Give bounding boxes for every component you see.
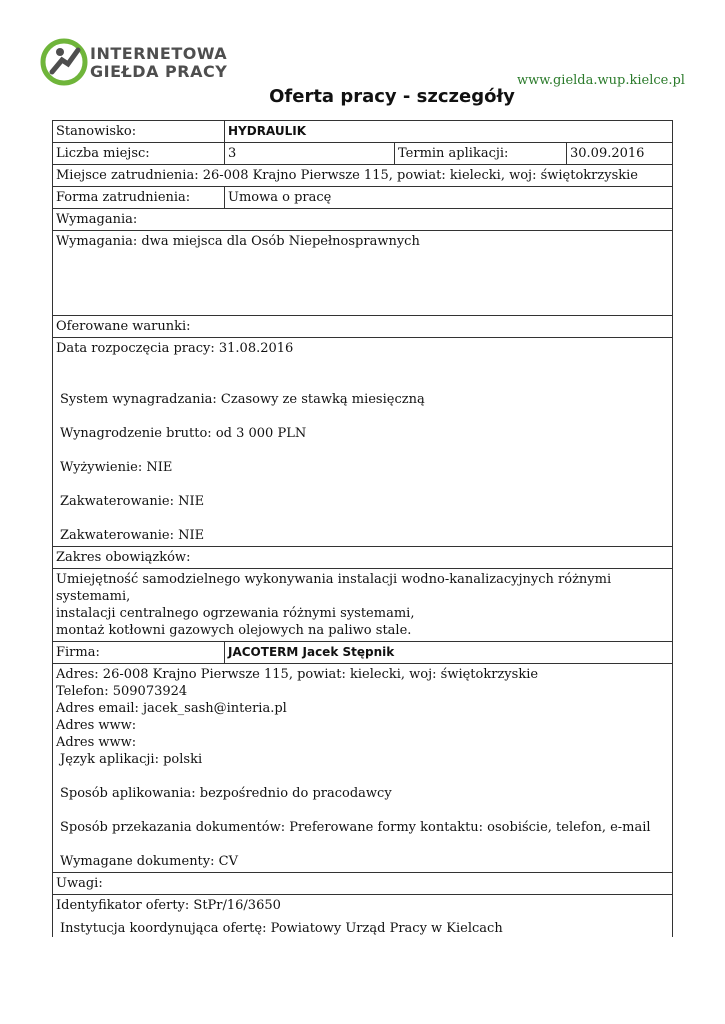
firma-www: Adres www:	[56, 735, 137, 750]
warunki-cell	[53, 338, 673, 547]
stanowisko-label: Stanowisko:	[53, 121, 225, 143]
firma-value: JACOTERM Jacek Stępnik	[225, 642, 673, 664]
firma-email: Adres email: jacek_sash@interia.pl	[56, 701, 287, 716]
table-row	[53, 316, 673, 338]
wymagania-text: Wymagania: dwa miejsca dla Osób Niepełnosprawnych	[56, 234, 420, 249]
stanowisko-value: HYDRAULIK	[225, 121, 673, 143]
firma-www: Adres www:	[56, 718, 137, 733]
firma-label: Firma:	[53, 642, 225, 664]
zakres-line: montaż kotłowni gazowych olejowych na paliwo stale.	[56, 623, 412, 638]
firma-details-cell	[53, 664, 673, 873]
forma-label: Forma zatrudnienia:	[53, 187, 225, 209]
liczba-miejsc-value: 3	[225, 143, 395, 165]
table-row	[53, 569, 673, 642]
sposob-aplikowania: Sposób aplikowania: bezpośrednio do pracodawcy	[60, 786, 392, 801]
jezyk-aplikacji: Język aplikacji: polski	[60, 752, 203, 767]
identyfikator-oferty: Identyfikator oferty: StPr/16/3650	[56, 898, 281, 913]
data-rozpoczecia: Data rozpoczęcia pracy: 31.08.2016	[56, 341, 294, 356]
system-wynagradzania: System wynagradzania: Czasowy ze stawką miesięczną	[60, 392, 425, 407]
table-row	[53, 338, 673, 547]
table-row	[53, 642, 673, 664]
firma-adres: Adres: 26-008 Krajno Pierwsze 115, powiat: kielecki, woj: świętokrzyskie	[56, 667, 539, 682]
logo-text-line2: GIEŁDA PRACY	[90, 62, 228, 81]
zakwaterowanie-1: Zakwaterowanie: NIE	[60, 494, 205, 509]
table-row	[53, 664, 673, 873]
table-row	[53, 231, 673, 316]
logo	[40, 36, 230, 88]
zakres-label: Zakres obowiązków:	[53, 547, 673, 569]
table-row	[53, 547, 673, 569]
wyzywienie: Wyżywienie: NIE	[60, 460, 173, 475]
table-row	[53, 187, 673, 209]
miejsce-zatrudnienia: Miejsce zatrudnienia: 26-008 Krajno Pierwsze 115, powiat: kielecki, woj: świętokrzyskie	[53, 165, 673, 187]
sposob-przekazania: Sposób przekazania dokumentów: Preferowane formy kontaktu: osobiście, telefon, e-mail	[60, 820, 651, 835]
uwagi-cell	[53, 895, 673, 938]
firma-telefon: Telefon: 509073924	[56, 684, 188, 699]
instytucja: Instytucja koordynująca ofertę: Powiatowy Urząd Pracy w Kielcach	[60, 921, 503, 936]
uwagi-label: Uwagi:	[53, 873, 673, 895]
termin-value: 30.09.2016	[567, 143, 673, 165]
wynagrodzenie: Wynagrodzenie brutto: od 3 000 PLN	[60, 426, 307, 441]
table-row	[53, 873, 673, 895]
table-row	[53, 143, 673, 165]
liczba-miejsc-label: Liczba miejsc:	[53, 143, 225, 165]
zakres-cell	[53, 569, 673, 642]
table-row	[53, 209, 673, 231]
zakres-line: Umiejętność samodzielnego wykonywania instalacji wodno-kanalizacyjnych różnymi systemami,	[56, 572, 612, 604]
wymagane-dokumenty: Wymagane dokumenty: CV	[60, 854, 238, 869]
table-row	[53, 895, 673, 938]
page-title: Oferta pracy - szczegóły	[269, 86, 515, 107]
table-row	[53, 121, 673, 143]
termin-label: Termin aplikacji:	[395, 143, 567, 165]
forma-value: Umowa o pracę	[225, 187, 673, 209]
zakwaterowanie-2: Zakwaterowanie: NIE	[60, 528, 205, 543]
wymagania-label: Wymagania:	[53, 209, 673, 231]
logo-emblem-icon	[40, 38, 88, 86]
wymagania-cell	[53, 231, 673, 316]
warunki-label: Oferowane warunki:	[53, 316, 673, 338]
zakres-line: instalacji centralnego ogrzewania różnymi systemami,	[56, 606, 415, 621]
logo-text-line1: INTERNETOWA	[90, 44, 228, 63]
offer-table	[52, 120, 673, 937]
site-url-link[interactable]: www.gielda.wup.kielce.pl	[517, 73, 685, 88]
table-row	[53, 165, 673, 187]
